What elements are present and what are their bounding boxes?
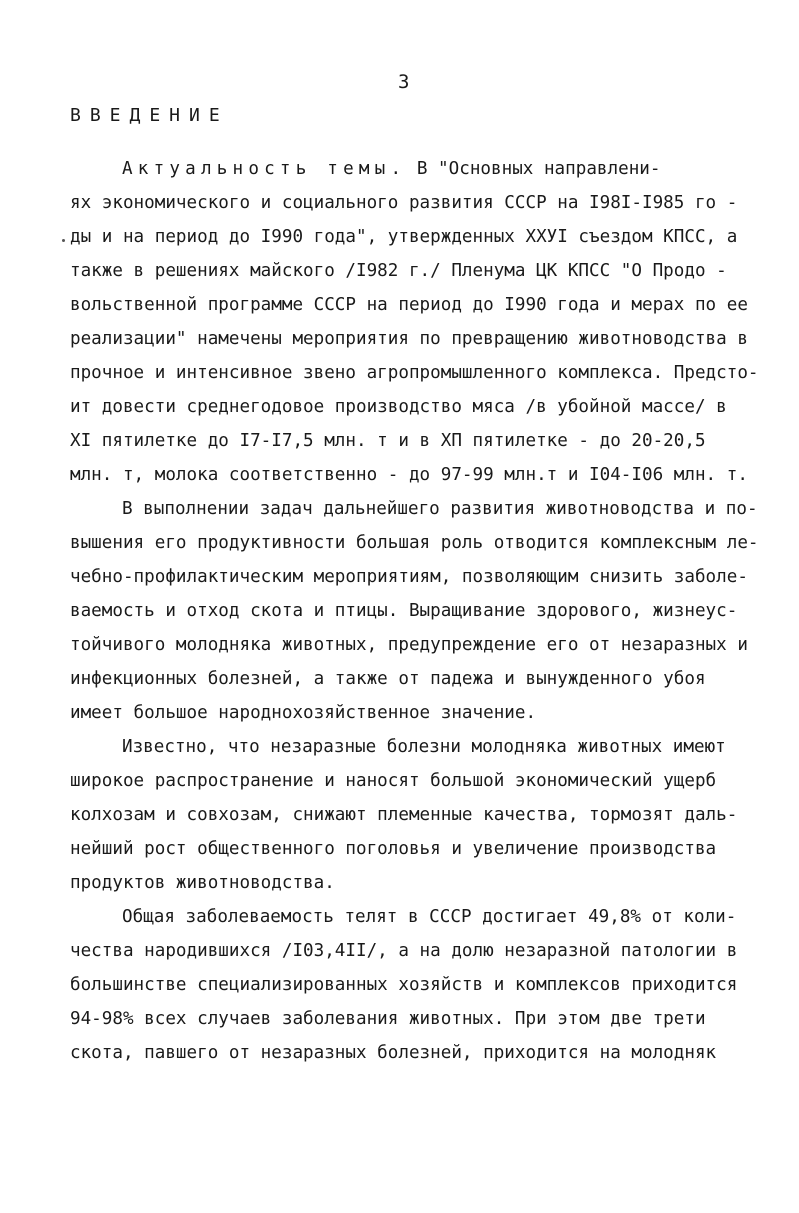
- text-line: скота, павшего от незаразных болезней, приходится на молодняк: [70, 1043, 717, 1063]
- scan-speck: [62, 239, 65, 242]
- text-line: В выполнении задач дальнейшего развития животноводства и по-: [122, 499, 758, 519]
- emphasized-lead: Актуальность темы.: [122, 159, 407, 179]
- text-line: чества народившихся /I03,4II/, а на долю незаразной патологии в: [70, 941, 738, 961]
- text-line: ях экономического и социального развития СССР на I98I-I985 го -: [70, 193, 738, 213]
- text-line: нейший рост общественного поголовья и увеличение производства: [70, 839, 717, 859]
- text-line: имеет большое народнохозяйственное значение.: [70, 703, 537, 723]
- text-line: реализации" намечены мероприятия по превращению животноводства в: [70, 329, 748, 349]
- section-heading: ВВЕДЕНИЕ: [70, 105, 229, 126]
- text-line: XI пятилетке до I7-I7,5 млн. т и в XП пятилетке - до 20-20,5: [70, 431, 706, 451]
- page-number: 3: [398, 71, 410, 93]
- text-line: ваемость и отход скота и птицы. Выращивание здорового, жизнеус-: [70, 601, 738, 621]
- text-line: вышения его продуктивности большая роль отводится комплексным ле-: [70, 533, 759, 553]
- text-line: Известно, что незаразные болезни молодняка животных имеют: [122, 737, 726, 757]
- text-line: млн. т, молока соответственно - до 97-99 млн.т и I04-I06 млн. т.: [70, 465, 748, 485]
- text-line: ды и на период до I990 года", утвержденных XXУI съездом КПСС, а: [70, 227, 738, 247]
- text-line: прочное и интенсивное звено агропромышленного комплекса. Предсто-: [70, 363, 759, 383]
- text-line: инфекционных болезней, а также от падежа и вынужденного убоя: [70, 669, 706, 689]
- text-line: также в решениях майского /I982 г./ Пленума ЦК КПСС "О Продо -: [70, 261, 727, 281]
- text-line: 94-98% всех случаев заболевания животных. При этом две трети: [70, 1009, 706, 1029]
- text-line: тойчивого молодняка животных, предупреждение его от незаразных и: [70, 635, 748, 655]
- text-line: продуктов животноводства.: [70, 873, 335, 893]
- text-line: ит довести среднегодовое производство мяса /в убойной массе/ в: [70, 397, 727, 417]
- text-line: Актуальность темы. В "Основных направлени-: [122, 159, 661, 179]
- text-line: широкое распространение и наносят большой экономический ущерб: [70, 771, 717, 791]
- text-line: чебно-профилактическим мероприятиям, позволяющим снизить заболе-: [70, 567, 748, 587]
- text-line: Общая заболеваемость телят в СССР достигает 49,8% от коли-: [122, 907, 737, 927]
- text-line: большинстве специализированных хозяйств и комплексов приходится: [70, 975, 738, 995]
- text-line: колхозам и совхозам, снижают племенные качества, тормозят даль-: [70, 805, 738, 825]
- body-text: [70, 152, 770, 1070]
- text-line: вольственной программе СССР на период до I990 года и мерах по ее: [70, 295, 748, 315]
